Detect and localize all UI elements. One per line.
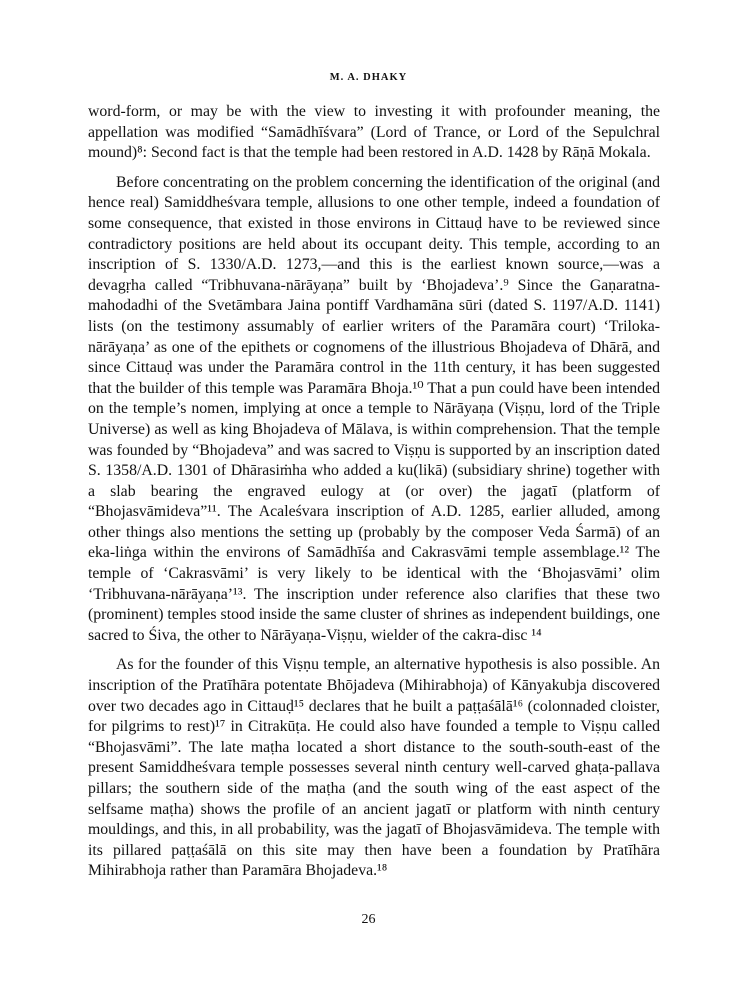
page-number: 26 <box>361 912 376 927</box>
paragraph-3: As for the founder of this Viṣṇu temple, an alternative hypothesis is also possible. An inscription of the Pratīhāra potentate Bhōjadeva (Mihirabhoja) of Kānyakubja discovered over two decades ago in Cittauḍ¹⁵ declares that he built a paṭṭaśālā¹⁶ (colonnaded cloister, for pilgrims to rest)¹⁷ in Citrakūṭa. He could also have founded a temple to Viṣṇu called “Bhojasvāmi”. The late maṭha located a short distance to the south-south-east of the present Samiddheśvara temple possesses several ninth century well-carved ghaṭa-pallava pillars; the southern side of the maṭha (and the south wing of the east aspect of the selfsame maṭha) shows the profile of an ancient jagatī or platform with ninth century mouldings, and this, in all probability, was the jagatī of Bhojasvāmideva. The temple with its pillared paṭṭaśālā on this site may then have been a foundation by Pratīhāra Mihirabhoja rather than Paramāra Bhojadeva.¹⁸ <box>88 656 660 880</box>
running-head: M. A. DHAKY <box>329 72 408 83</box>
paragraph-1: word-form, or may be with the view to investing it with profounder meaning, the appellation was modified “Samādhīśvara” (Lord of Trance, or Lord of the Sepulchral mound)⁸: Second fact is that the temple had been restored in A.D. 1428 by Rāṇā Mokala. <box>88 103 660 162</box>
body-text <box>88 102 660 882</box>
paragraph-2: Before concentrating on the problem concerning the identification of the original (and hence real) Samiddheśvara temple, allusions to one other temple, indeed a foundation of some consequence, that existed in those environs in Cittauḍ have to be reviewed since contradictory positions are held about its occupant deity. This temple, according to an inscription of S. 1330/A.D. 1273,—and this is the earliest known source,—was a devagṛha called “Tribhuvana-nārāyaṇa” built by ‘Bhojadeva’.⁹ Since the Gaṇaratna-mahodadhi of the Svetāmbara Jaina pontiff Vardhamāna sūri (dated S. 1197/A.D. 1141) lists (on the testimony assumably of earlier writers of the Paramāra court) ‘Triloka-nārāyaṇa’ as one of the epithets or cognomens of the illustrious Bhojadeva of Dhārā, and since Cittauḍ was under the Paramāra control in the 11th century, it has been suggested that the builder of this temple was Paramāra Bhoja.¹⁰ That a pun could have been intended on the temple’s nomen, implying at once a temple to Nārāyaṇa (Viṣṇu, lord of the Triple Universe) as well as king Bhojadeva of Mālava, is within comprehension. That the temple was founded by “Bhojadeva” and was sacred to Viṣṇu is supported by an inscription dated S. 1358/A.D. 1301 of Dhārasiṁha who added a ku(likā) (subsidiary shrine) together with a slab bearing the engraved eulogy at (or over) the jagatī (platform of “Bhojasvāmideva”¹¹. The Acaleśvara inscription of A.D. 1285, earlier alluded, among other things also mentions the setting up (probably by the composer Veda Śarmā) of an eka-liṅga within the environs of Samādhīśa and Cakrasvāmi temple assemblage.¹² The temple of ‘Cakrasvāmi’ is very likely to be identical with the ‘Bhojasvāmi’ olim ‘Tribhuvana-nārāyaṇa’¹³. The inscription under reference also clarifies that these two (prominent) temples stood inside the same cluster of shrines as independent buildings, one sacred to Śiva, the other to Nārāyaṇa-Viṣṇu, wielder of the cakra-disc ¹⁴ <box>88 173 660 644</box>
